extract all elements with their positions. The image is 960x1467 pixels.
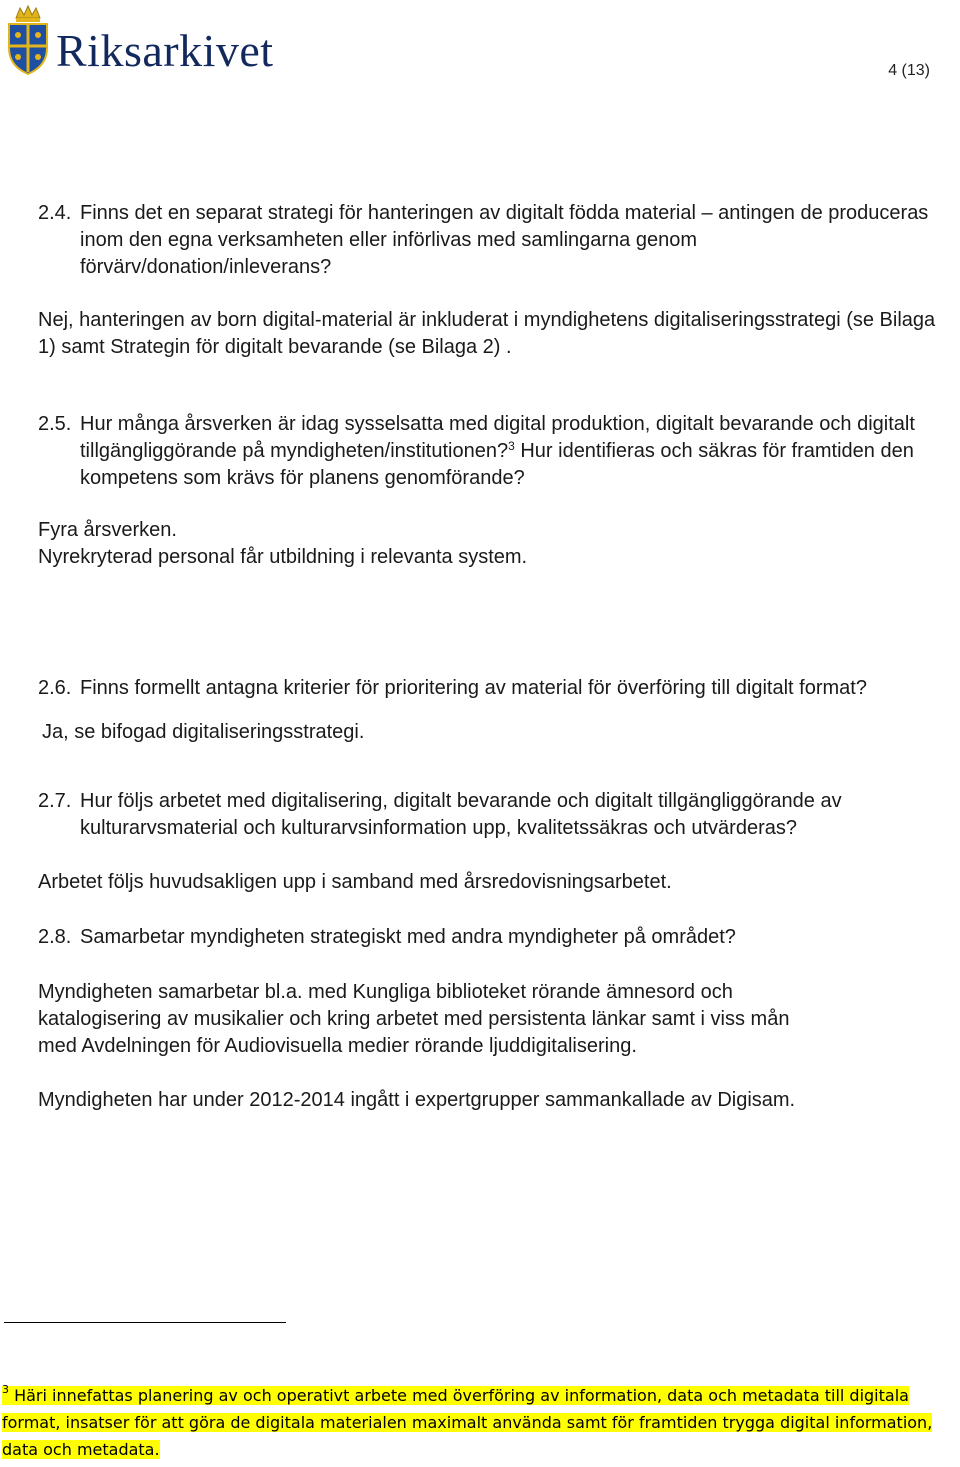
question-number: 2.7. (38, 790, 72, 812)
answer-2-8-paragraph1: Myndigheten samarbetar bl.a. med Kungliga biblioteket rörande ämnesord och katalogisering av musikalier och kring arbetet med persistenta länkar samt i viss mån med Avdelningen för Audiovisuella medier rörande ljuddigitalisering. (38, 981, 790, 1057)
question-2-8 (38, 924, 938, 951)
question-text (80, 411, 938, 492)
footnote-separator (4, 1322, 286, 1323)
answer-2-8-paragraph2: Myndigheten har under 2012-2014 ingått i expertgrupper sammankallade av Digisam. (38, 1089, 796, 1111)
answer-2-6: Ja, se bifogad digitaliseringsstrategi. (42, 721, 365, 743)
question-2-6 (38, 675, 938, 702)
answer-2-5-line1: Fyra årsverken. (38, 519, 177, 541)
question-text-part2: Hur identifieras och säkras för framtiden den kompetens som krävs för planens genomförande? (80, 440, 914, 489)
answer-2-5-line2: Nyrekryterad personal får utbildning i relevanta system. (38, 546, 528, 568)
question-text: Hur följs arbetet med digitalisering, digitalt bevarande och digitalt tillgängliggörande av kulturarvsmaterial och kulturarvsinformation upp, kvalitetssäkras och utvärderas? (80, 790, 842, 839)
riksarkivet-crest-icon (6, 4, 50, 76)
footnote-reference[interactable]: 3 (508, 439, 515, 453)
question-2-5 (38, 411, 938, 492)
question-2-4 (38, 200, 938, 281)
footnote-text: Häri innefattas planering av och operativt arbete med överföring av information, data och metadata till digitala format, insatser för att göra de digitala materialen maximalt använda samt för framtiden trygga digital information, data och metadata. (2, 1386, 933, 1459)
question-text: Samarbetar myndigheten strategiskt med andra myndigheter på området? (80, 926, 736, 948)
page-number: 4 (13) (888, 62, 930, 79)
footnote (2, 1382, 942, 1463)
question-number: 2.8. (38, 926, 72, 948)
question-number: 2.4. (38, 202, 72, 224)
answer-2-4: Nej, hanteringen av born digital-material är inkluderat i myndighetens digitaliseringsstrategi (se Bilaga 1) samt Strategin för digitalt bevarande (se Bilaga 2) . (38, 309, 936, 358)
question-number: 2.5. (38, 413, 72, 435)
question-text: Finns formellt antagna kriterier för prioritering av material för överföring till digitalt format? (80, 677, 867, 699)
question-text: Finns det en separat strategi för hanteringen av digitalt födda material – antingen de produceras inom den egna verksamheten eller införlivas med samlingarna genom förvärv/donation/inleverans? (80, 202, 929, 278)
question-2-7 (38, 788, 938, 842)
question-text-part1: Hur många årsverken är idag sysselsatta med digital produktion, digitalt bevarande och digitalt tillgängliggörande på myndigheten/institutionen? (80, 413, 915, 462)
footnote-marker: 3 (2, 1383, 9, 1396)
question-number: 2.6. (38, 677, 72, 699)
logo-text: Riksarkivet (56, 25, 274, 76)
page-header (0, 0, 960, 90)
answer-2-7: Arbetet följs huvudsakligen upp i samband med årsredovisningsarbetet. (38, 871, 672, 893)
document-body (38, 200, 938, 1114)
